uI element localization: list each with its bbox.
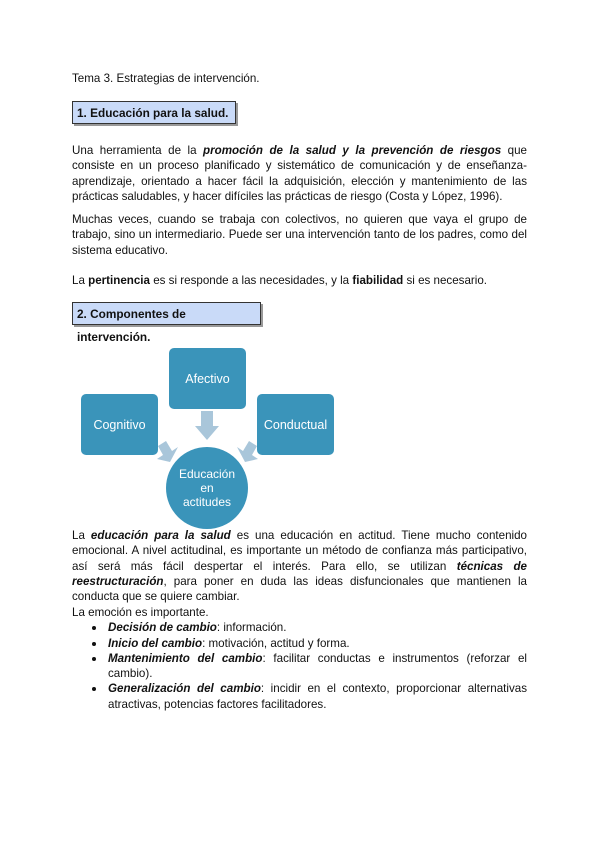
document-title: Tema 3. Estrategias de intervención. bbox=[72, 72, 260, 85]
paragraph-4: La educación para la salud es una educación en actitud. Tiene mucho contenido emocional. A nivel actitudinal, es importante un método de confianza más participativo, así será más fácil despertar el interés. Para ello, se utilizan técnicas de reestructuración, para poner en duda las ideas disfuncionales que mantienen la conducta que se quiere cambiar. bbox=[72, 529, 528, 604]
list-item: Generalización del cambio: incidir en el contexto, proporcionar alternativas atractivas, potencias factores facilitadores. bbox=[108, 682, 527, 711]
arrow-left-down-icon bbox=[237, 441, 258, 462]
arrow-down-icon bbox=[195, 411, 219, 440]
diagram-node-center: Educación en actitudes bbox=[166, 447, 248, 529]
section-1-heading: 1. Educación para la salud. bbox=[72, 101, 236, 124]
paragraph-5 bbox=[72, 605, 527, 712]
arrow-right-down-icon bbox=[157, 441, 178, 462]
list-item: Mantenimiento del cambio: facilitar conductas e instrumentos (reforzar el cambio). bbox=[108, 651, 527, 681]
diagram-node-afectivo: Afectivo bbox=[169, 348, 246, 409]
list-item: Decisión de cambio: información. bbox=[108, 620, 527, 635]
section-2-heading: 2. Componentes de intervención. bbox=[72, 302, 261, 325]
emotion-line: La emoción es importante. bbox=[72, 606, 209, 619]
diagram-node-cognitivo: Cognitivo bbox=[81, 394, 158, 455]
paragraph-2: Muchas veces, cuando se trabaja con colectivos, no quieren que vaya el grupo de trabajo, sino un intermediario. Puede ser una intervención tanto de los padres, como del sistema educativo. bbox=[72, 213, 527, 257]
paragraph-3: La pertinencia es si responde a las necesidades, y la fiabilidad si es necesario. bbox=[72, 274, 488, 287]
paragraph-1: Una herramienta de la promoción de la salud y la prevención de riesgos que consiste en un proceso planificado y sistemático de comunicación y de enseñanza-aprendizaje, orientado a hacer fácil la adquisición, elección y mantenimiento de las prácticas saludables, y hacer difíciles las prácticas de riesgo (Costa y López, 1996). bbox=[72, 144, 527, 203]
list-item: Inicio del cambio: motivación, actitud y forma. bbox=[108, 636, 527, 651]
diagram-node-conductual: Conductual bbox=[257, 394, 334, 455]
bullet-list bbox=[72, 620, 527, 712]
